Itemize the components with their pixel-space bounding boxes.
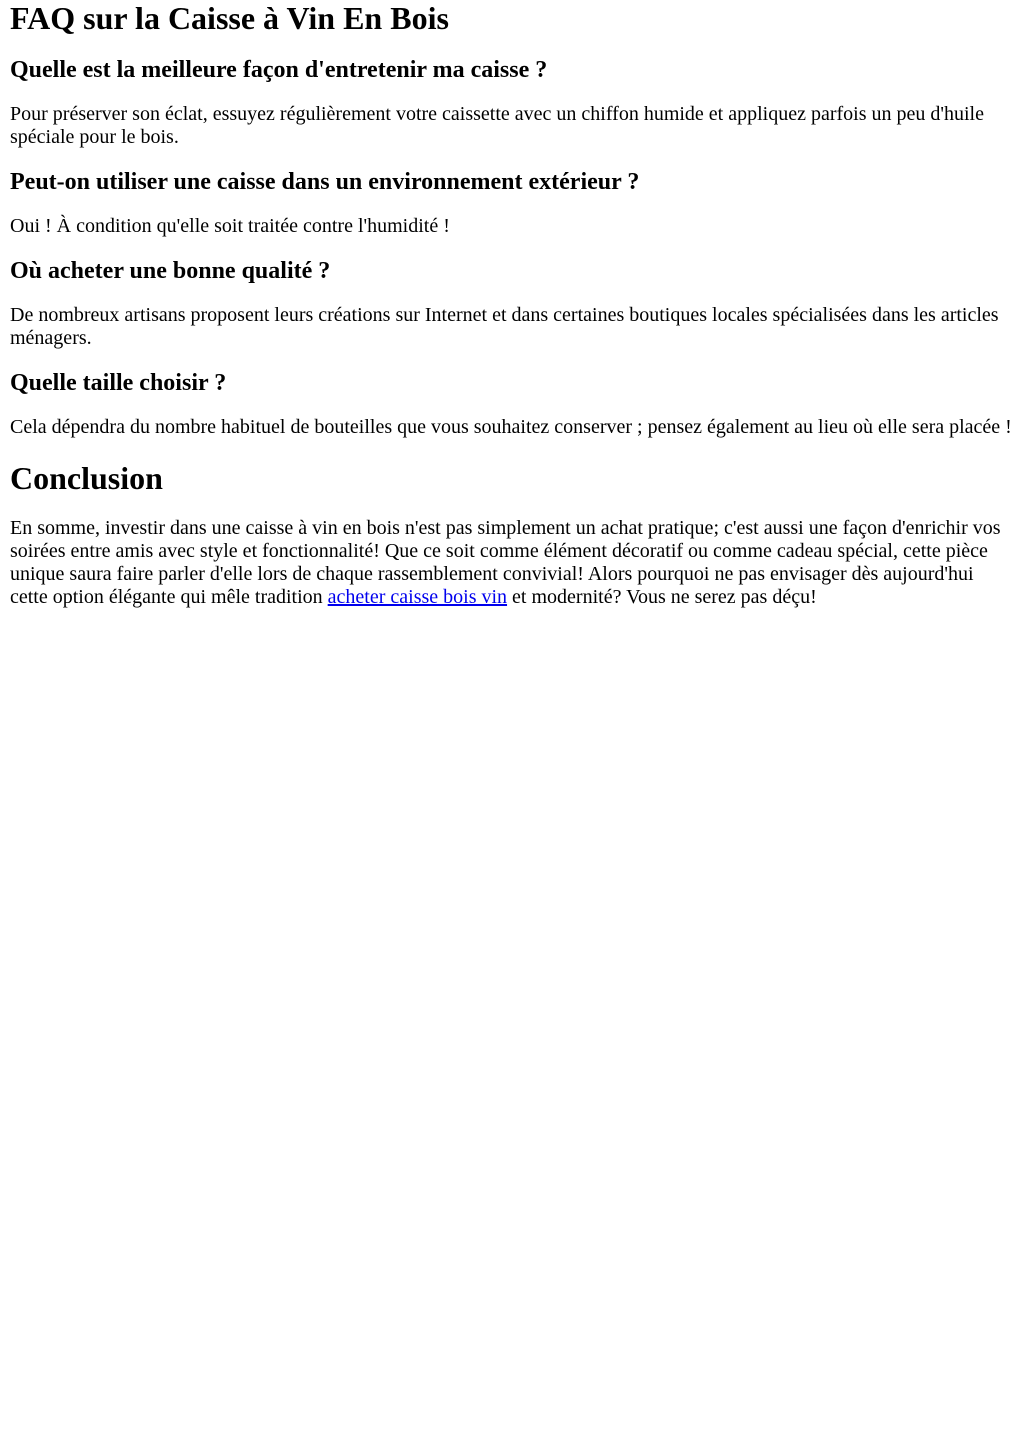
faq-title: FAQ sur la Caisse à Vin En Bois <box>10 0 449 36</box>
faq-question-3: Où acheter une bonne qualité ? <box>10 258 331 284</box>
faq-answer-4: Cela dépendra du nombre habituel de bouteilles que vous souhaitez conserver ; pensez également au lieu où elle sera placée ! <box>10 416 1012 438</box>
conclusion-title: Conclusion <box>10 460 163 496</box>
faq-answer-3: De nombreux artisans proposent leurs créations sur Internet et dans certaines boutiques locales spécialisées dans les articles ménagers. <box>10 304 999 349</box>
conclusion-paragraph <box>10 517 1014 609</box>
acheter-caisse-link[interactable]: acheter caisse bois vin <box>327 586 508 608</box>
article-content <box>0 0 1024 609</box>
faq-answer-1: Pour préserver son éclat, essuyez régulièrement votre caissette avec un chiffon humide et appliquez parfois un peu d'huile spéciale pour le bois. <box>10 103 984 148</box>
faq-question-2: Peut-on utiliser une caisse dans un environnement extérieur ? <box>10 169 640 195</box>
faq-answer-2: Oui ! À condition qu'elle soit traitée contre l'humidité ! <box>10 215 450 237</box>
conclusion-text-after-link: et modernité? Vous ne serez pas déçu! <box>507 586 817 608</box>
faq-question-1: Quelle est la meilleure façon d'entretenir ma caisse ? <box>10 57 548 83</box>
faq-question-4: Quelle taille choisir ? <box>10 370 227 396</box>
conclusion-text-before-link: En somme, investir dans une caisse à vin en bois n'est pas simplement un achat pratique; c'est aussi une façon d'enrichir vos soirées entre amis avec style et fonctionnalité! Que ce soit comme élément décoratif ou comme cadeau spécial, cette pièce unique saura faire parler d'elle lors de chaque rassemblement convivial! Alors pourquoi ne pas envisager dès aujourd'hui cette option élégante qui mêle tradition <box>10 517 1001 608</box>
